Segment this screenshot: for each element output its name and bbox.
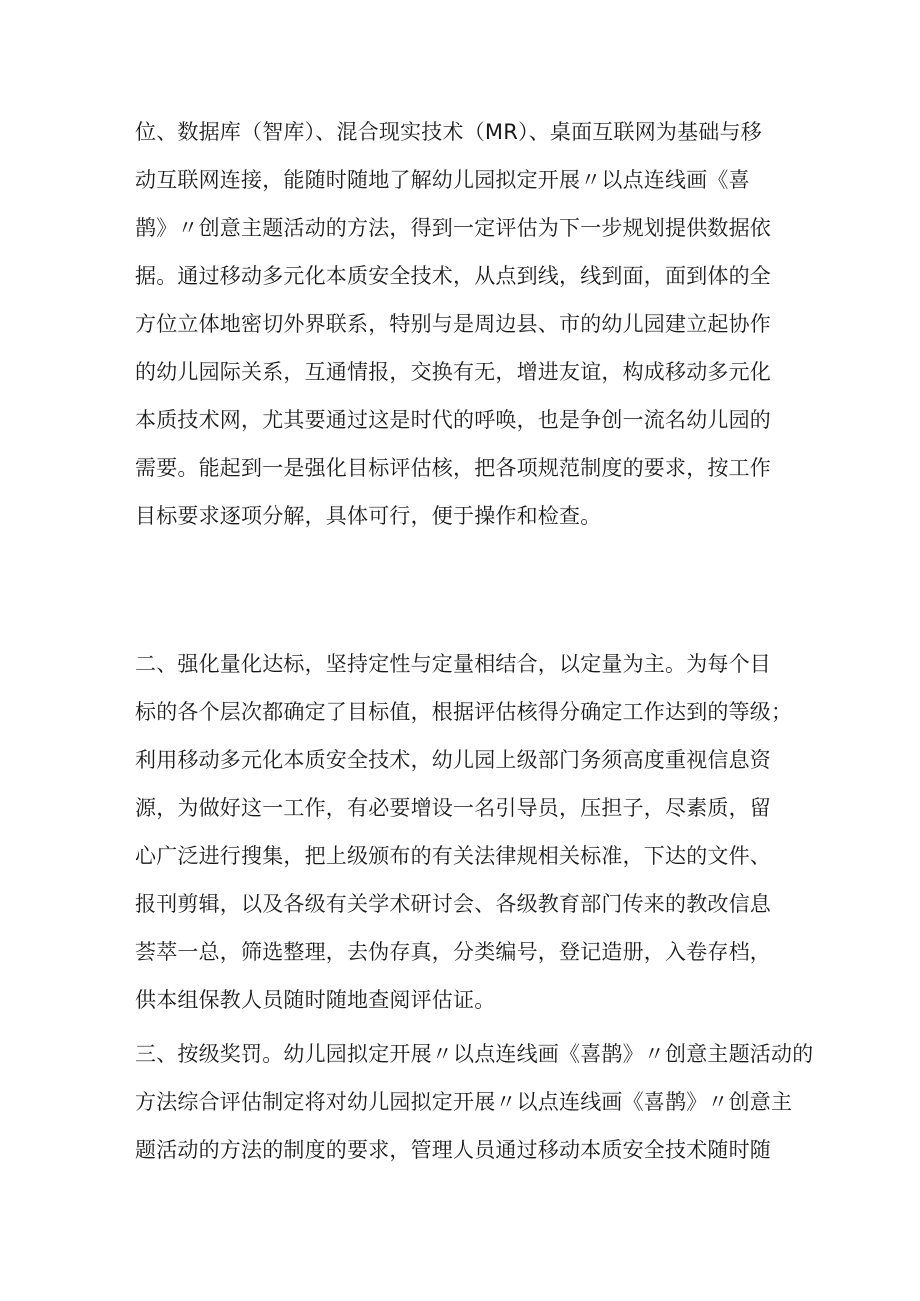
text-line: 位、数据库（智库）、混合现实技术（MR）、桌面互联网为基础与移 [135,120,762,144]
text-line: 三、按级奖罚。幼儿园拟定开展〃以点连线画《喜鹊》〃创意主题活动的 [135,1042,814,1066]
text-line: 方位立体地密切外界联系，特别与是周边县、市的幼儿园建立起协作 [135,312,771,336]
text-line: 动互联网连接，能随时随地了解幼儿园拟定开展〃以点连线画《喜 [135,168,750,192]
text-line: 需要。能起到一是强化目标评估核，把各项规范制度的要求，按工作 [135,456,771,480]
paragraph-continued [135,108,815,540]
text-line: 题活动的方法的制度的要求，管理人员通过移动本质安全技术随时随 [135,1138,771,1162]
text-line: 报刊剪辑，以及各级有关学术研讨会、各级教育部门传来的教改信息 [135,892,771,916]
text-line: 二、强化量化达标，坚持定性与定量相结合，以定量为主。为每个目 [135,652,771,676]
paragraph-section-3 [135,1030,815,1174]
paragraph-section-2 [135,640,815,1024]
text-line: 目标要求逐项分解，具体可行，便于操作和检查。 [135,504,602,528]
text-line: 的幼儿园际关系，互通情报，交换有无，增进友谊，构成移动多元化 [135,360,771,384]
text-line: 利用移动多元化本质安全技术，幼儿园上级部门务须高度重视信息资 [135,748,771,772]
text-line: 供本组保教人员随时随地查阅评估证。 [135,988,496,1012]
text-line: 鹊》〃创意主题活动的方法，得到一定评估为下一步规划提供数据依 [135,216,771,240]
text-line: 本质技术网，尤其要通过这是时代的呼唤，也是争创一流名幼儿园的 [135,408,771,432]
text-line: 方法综合评估制定将对幼儿园拟定开展〃以点连线画《喜鹊》〃创意主 [135,1090,793,1114]
text-line: 标的各个层次都确定了目标值，根据评估核得分确定工作达到的等级； [135,700,793,724]
text-line: 荟萃一总，筛选整理，去伪存真，分类编号，登记造册，入卷存档， [135,940,771,964]
text-line: 心广泛进行搜集，把上级颁布的有关法律规相关标准，下达的文件、 [135,844,771,868]
text-line: 据。通过移动多元化本质安全技术，从点到线，线到面，面到体的全 [135,264,771,288]
text-line: 源，为做好这一工作，有必要增设一名引导员，压担子，尽素质，留 [135,796,771,820]
